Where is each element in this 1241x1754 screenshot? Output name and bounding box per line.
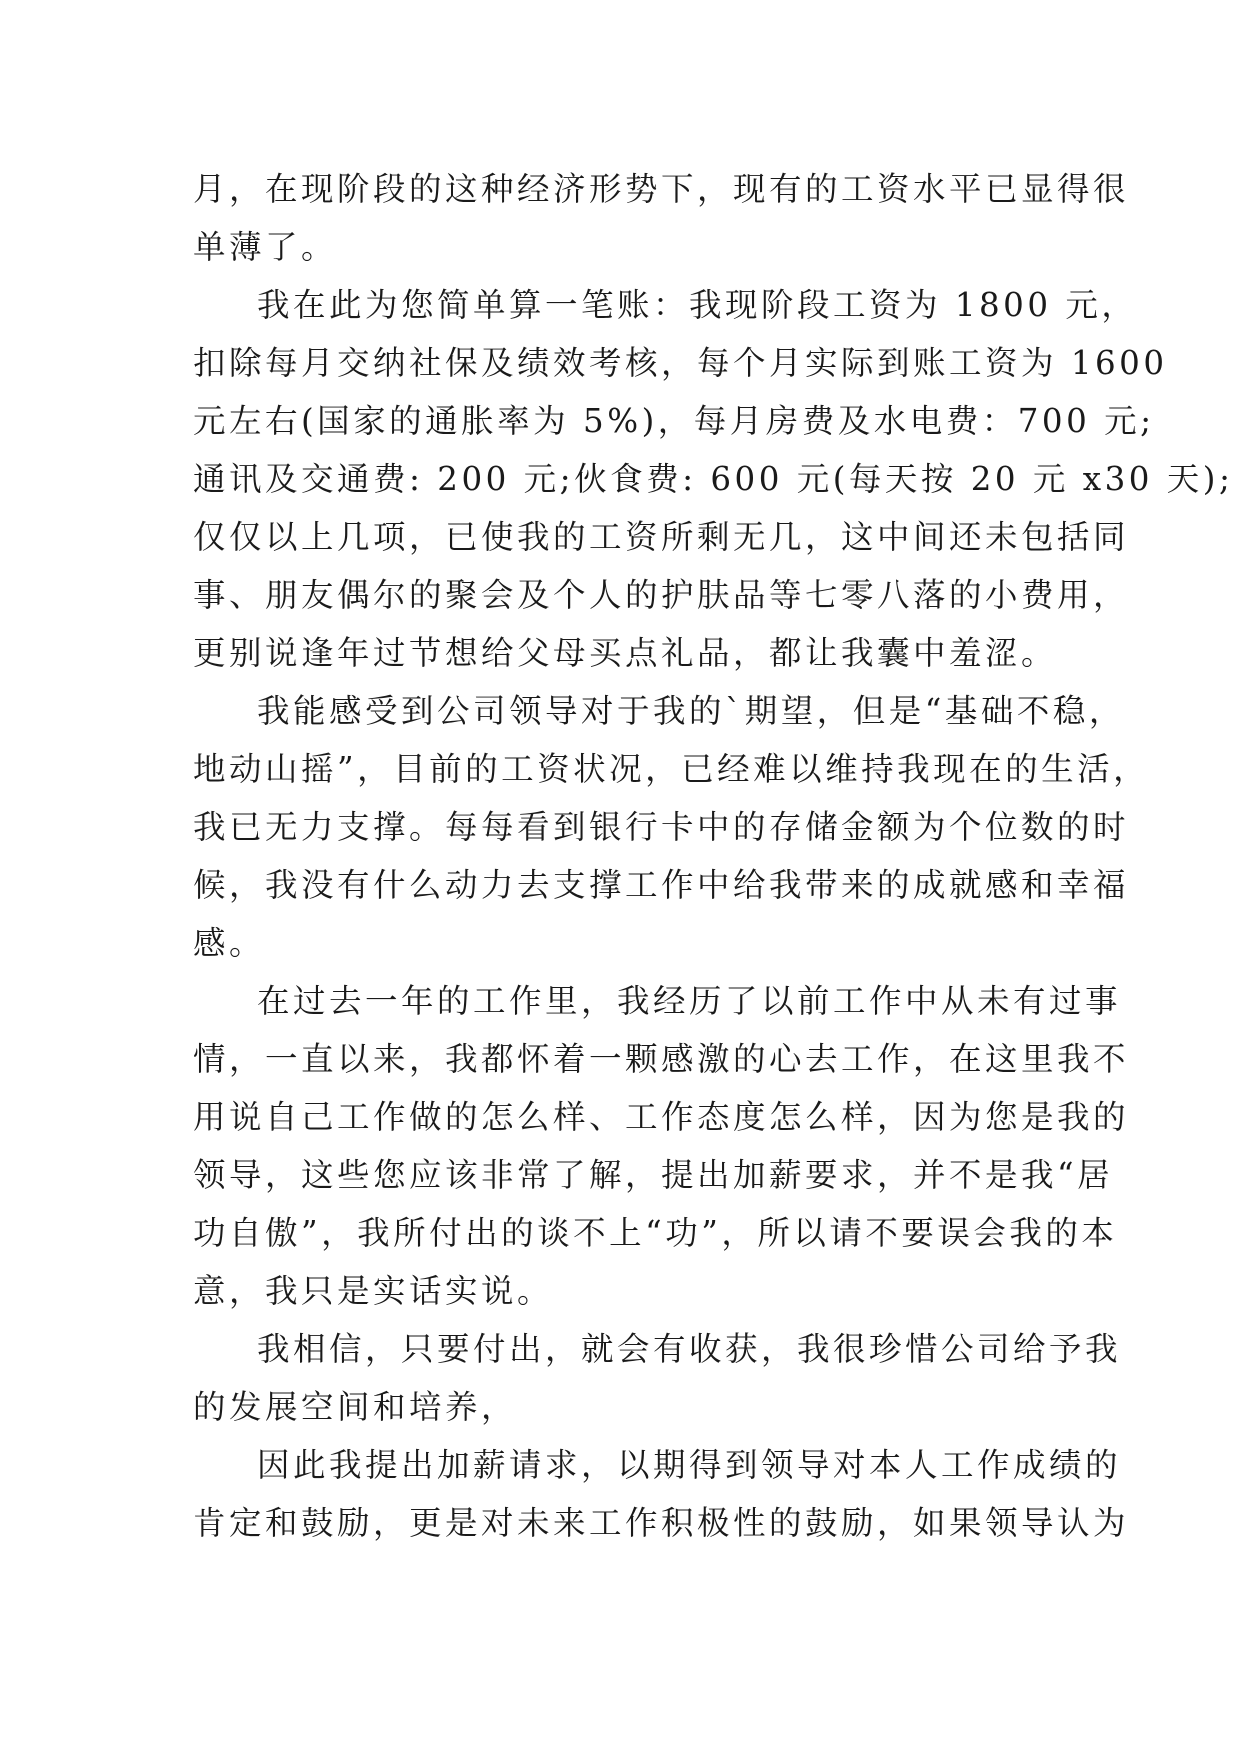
paragraph-first-line: 在过去一年的工作里，我经历了以前工作中从未有过事 [257,982,1122,1020]
text-line: 候，我没有什么动力去支撑工作中给我带来的成就感和幸福 [193,866,1130,904]
text-line: 领导，这些您应该非常了解，提出加薪要求，并不是我“居 [193,1156,1114,1194]
paragraph-first-line: 我相信，只要付出，就会有收获，我很珍惜公司给予我 [257,1330,1122,1368]
text-line: 仅仅以上几项，已使我的工资所剩无几，这中间还未包括同 [193,518,1130,556]
text-line: 意，我只是实话实说。 [193,1272,554,1310]
text-line: 功自傲”，我所付出的谈不上“功”，所以请不要误会我的本 [193,1214,1118,1252]
paragraph-first-line: 我能感受到公司领导对于我的`期望，但是“基础不稳， [257,692,1125,730]
document-body [193,160,1234,1552]
text-line: 月，在现阶段的这种经济形势下，现有的工资水平已显得很 [193,170,1130,208]
text-line: 元左右(国家的通胀率为 5%)，每月房费及水电费：700 元; [193,402,1155,440]
text-line: 肯定和鼓励，更是对未来工作积极性的鼓励，如果领导认为 [193,1504,1130,1542]
text-line: 感。 [193,924,266,962]
paragraph-first-line: 我在此为您简单算一笔账：我现阶段工资为 1800 元， [257,286,1138,324]
text-line: 情，一直以来，我都怀着一颗感激的心去工作，在这里我不 [193,1040,1130,1078]
text-line: 单薄了。 [193,228,338,266]
text-line: 更别说逢年过节想给父母买点礼品，都让我囊中羞涩。 [193,634,1058,672]
text-line: 事、朋友偶尔的聚会及个人的护肤品等七零八落的小费用， [193,576,1130,614]
paragraph-first-line: 因此我提出加薪请求，以期得到领导对本人工作成绩的 [257,1446,1122,1484]
text-line: 通讯及交通费: 200 元;伙食费: 600 元(每天按 20 元 x30 天); [193,460,1234,498]
text-line: 扣除每月交纳社保及绩效考核，每个月实际到账工资为 1600 [193,344,1168,382]
text-line: 我已无力支撑。每每看到银行卡中的存储金额为个位数的时 [193,808,1130,846]
text-line: 地动山摇”，目前的工资状况，已经难以维持我现在的生活， [193,750,1150,788]
text-line: 的发展空间和培养， [193,1388,518,1426]
text-line: 用说自己工作做的怎么样、工作态度怎么样，因为您是我的 [193,1098,1130,1136]
